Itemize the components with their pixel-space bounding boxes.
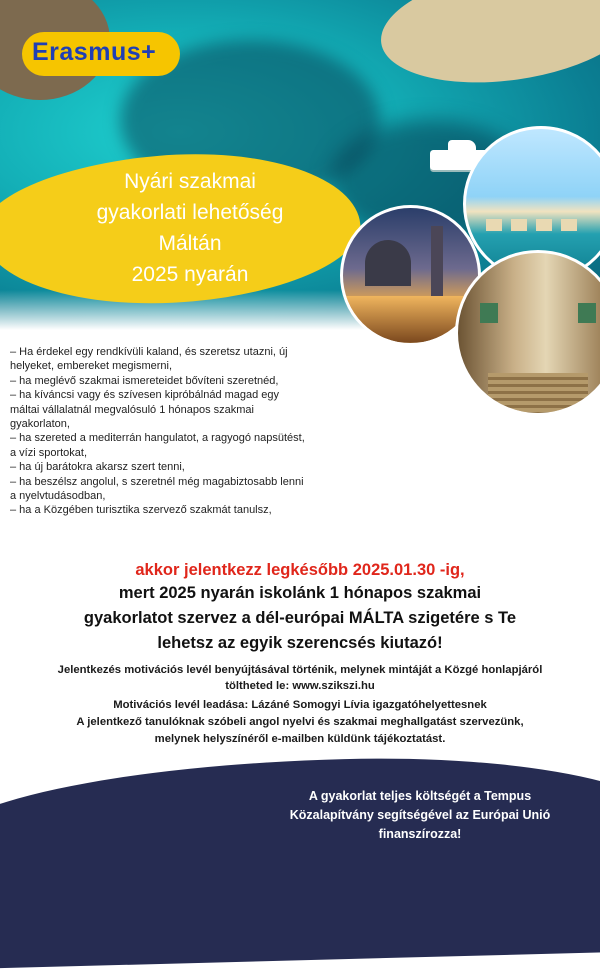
footer-line: Közalapítvány segítségével az Európai Unió — [289, 808, 551, 822]
list-item: – ha szereted a mediterrán hangulatot, a ragyogó napsütést, a vízi sportokat, — [10, 432, 305, 459]
title-line: gyakorlati lehetőség — [96, 201, 284, 224]
list-item: – ha kíváncsi vagy és szívesen kipróbálnád magad egy máltai vállalatnál megvalósuló 1 hónapos szakmai gyakorlaton, — [10, 389, 280, 431]
cta-line: gyakorlatot szervez a dél-európai MÁLTA szigetére s Te — [83, 609, 517, 627]
info-line: melynek helyszínéről e-mailben küldünk tájékoztatást. — [154, 733, 446, 745]
house-shape — [561, 219, 577, 231]
house-shape — [511, 219, 527, 231]
info-line: Motivációs levél leadása: Lázáné Somogyi Lívia igazgatóhelyettesnek — [113, 699, 487, 711]
erasmus-badge — [22, 32, 180, 76]
house-shape — [486, 219, 502, 231]
list-item: – ha beszélsz angolul, s szeretnél még magabiztosabb lenni a nyelvtudásodban, — [10, 475, 304, 503]
bullet-list — [10, 345, 390, 518]
title-line: Máltán — [158, 232, 222, 255]
footer-wave — [0, 750, 600, 969]
church-dome-icon — [365, 240, 411, 286]
list-item: – Ha érdekel egy rendkívüli kaland, és szeretsz utazni, új helyeket, embereket megismerni, — [10, 346, 288, 373]
stairs-shape — [488, 373, 588, 413]
beach-shore — [374, 0, 600, 98]
balcony-shape — [480, 303, 498, 323]
title-line: Nyári szakmai — [124, 170, 256, 193]
house-shape — [536, 219, 552, 231]
info-line: Jelentkezés motivációs levél benyújtásával történik, melynek mintáját a Közgé honlapjáról — [57, 664, 543, 676]
info-line: A jelentkező tanulóknak szóbeli angol nyelvi és szakmai meghallgatást szervezünk, — [76, 716, 524, 728]
list-item: – ha a Közgében turisztika szervező szakmát tanulsz, — [10, 504, 272, 517]
cta-line: lehetsz az egyik szerencsés kiutazó! — [157, 634, 443, 652]
erasmus-logo-text: Erasmus+ — [32, 38, 157, 66]
title-line: 2025 nyarán — [131, 263, 249, 286]
list-item: – ha meglévő szakmai ismereteidet bővíteni szeretnéd, — [10, 374, 279, 387]
footer-line: A gyakorlat teljes költségét a Tempus — [308, 789, 532, 803]
church-spire-icon — [431, 226, 443, 296]
cta-line: mert 2025 nyarán iskolánk 1 hónapos szakmai — [118, 584, 482, 602]
list-item: – ha új barátokra akarsz szert tenni, — [10, 461, 185, 474]
info-line: töltheted le: www.szikszi.hu — [225, 680, 375, 692]
deadline-text: akkor jelentkezz legkésőbb 2025.01.30 -ig, — [135, 561, 465, 579]
balcony-shape — [578, 303, 596, 323]
poster-title — [40, 166, 340, 290]
footer-line: finanszírozza! — [378, 827, 462, 841]
